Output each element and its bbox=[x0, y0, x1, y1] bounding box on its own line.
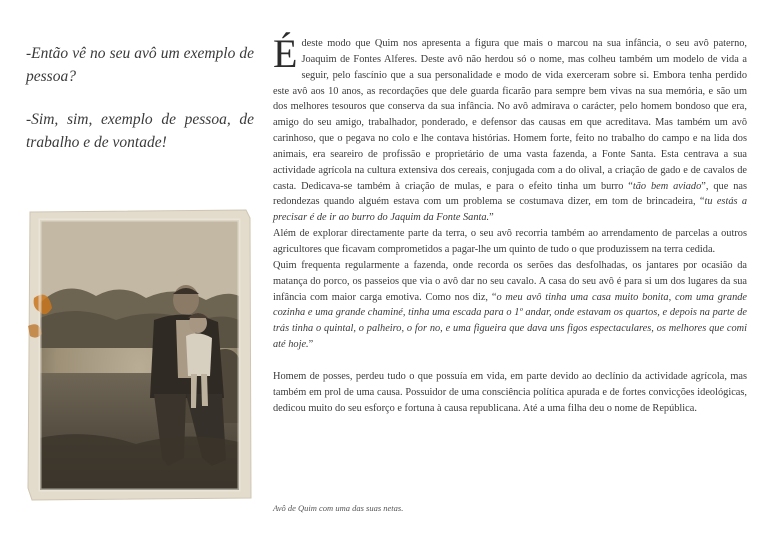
paragraph-3 bbox=[273, 258, 747, 353]
paragraph-gap bbox=[273, 353, 747, 369]
paragraph-1-quote: tu estás a precisar é de ir ao burro do Jaquim da Fonte Santa. bbox=[273, 196, 747, 224]
interview-question: -Então vê no seu avô um exemplo de pessoa? bbox=[26, 45, 254, 85]
paragraph-4: Homem de posses, perdeu tudo o que possuía em vida, em parte devido ao declínio da actividade agrícola, mas também em prol de uma causa. Possuidor de uma consciência política apurada e de fortes convicções ideológicas, dedicou muito do seu esforço e fortuna à causa republicana. Até a uma filha deu o nome de República. bbox=[273, 370, 747, 414]
paragraph-3-text: Quim frequenta regularmente a fazenda, onde recorda os serões das desfolhadas, os jantares por ocasião da matança do porco, os passeios que via o avô dar no seu cavalo. A casa do seu avô é para si um dos lugares da sua infância com maior carga emotiva. Como nos diz, “ bbox=[273, 259, 747, 303]
paragraph-1-text: deste modo que Quim nos apresenta a figura que mais o marcou na sua infância, o seu avô paterno, Joaquim de Fontes Alferes. Deste avô não herdou só o nome, mas colheu também um modelo de vida a seguir, pelo fascínio que a sua personalidade e modo de vida exerceram sobre si. Embora tenha perdido este avô aos 10 anos, as recordações que dele guarda ficarão para sempre bem vivas na sua memória, e são um dos melhores tesouros que conserva da sua infância. No avô admirava o carácter, pelo homem bondoso que era, amigo do seu amigo, trabalhador, ponderado, e defensor das causas em que acreditava. Mas também um avô carinhoso, que o pegava no colo e lhe contava histórias. Homem forte, feito no trabalho do campo e na lida dos animais, era seareiro de profissão e proprietário de uma vasta fazenda, a Fonte Santa. Esta centrava a sua actividade agrícola na cultura extensiva dos cereais, conjugada com a do olival, a criação de gado e de cavalos de casta. Dedicava-se também à criação de mulas, e para o efeito tinha um burro “ bbox=[273, 38, 747, 192]
paragraph-1-text-b: ”, que nas redondezas quando alguém estava com um problema se costumava dizer, em tom de brincadeira, “ bbox=[273, 180, 747, 208]
paragraph-2: Além de explorar directamente parte da terra, o seu avô recorria também ao arrendamento de parcelas a outros agricultores que ficavam comprometidos a pagar-lhe um quinto de tudo o que produzissem na terra cedida. bbox=[273, 228, 747, 255]
paragraph-1 bbox=[273, 31, 747, 226]
paragraph-3-close: ” bbox=[308, 339, 314, 351]
article-body bbox=[273, 31, 748, 416]
photo-caption: Avô de Quim com uma das suas netas. bbox=[273, 503, 404, 513]
paragraph-1-emphasis: tão bem aviado bbox=[632, 180, 702, 192]
drop-cap: É bbox=[273, 31, 298, 76]
vintage-photograph bbox=[26, 208, 253, 502]
paragraph-3-quote: o meu avô tinha uma casa muito bonita, com uma grande cozinha e uma grande chaminé, tinha uma escada para o 1º andar, onde estavam os quartos, e depois na parte de trás tinha o quintal, o palheiro, o for no, e uma figueira que dava uns figos espectaculares, os melhores que comi até hoje. bbox=[273, 291, 748, 351]
interview-answer: -Sim, sim, exemplo de pessoa, de trabalho e de vontade! bbox=[26, 111, 254, 151]
paragraph-1-close: ” bbox=[489, 212, 494, 224]
